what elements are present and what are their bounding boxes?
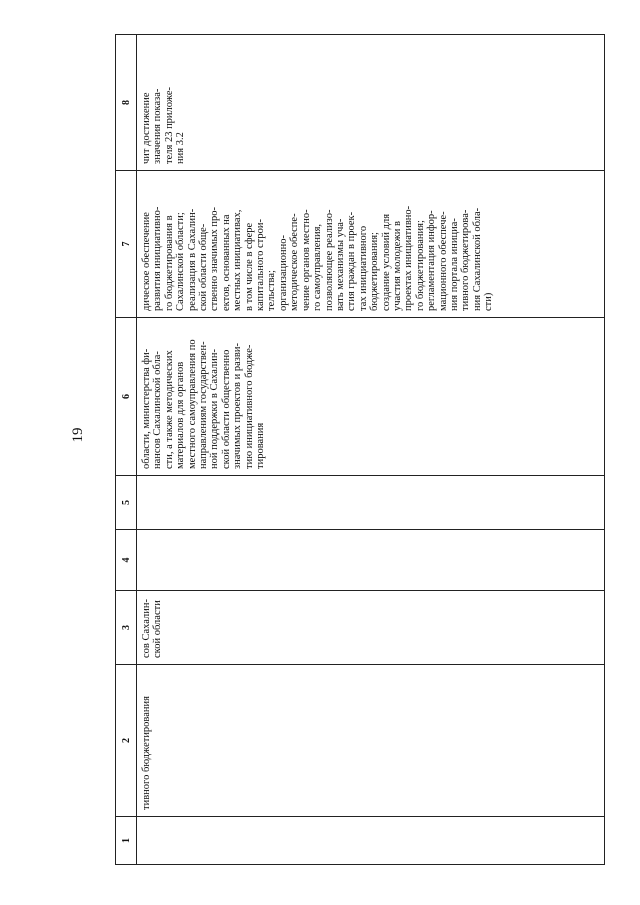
cell-line: ственно значимых про- xyxy=(209,206,221,311)
cell-line: го бюджетирования в xyxy=(163,215,175,311)
cell-line: в том числе в сфере xyxy=(243,222,255,311)
cell-line: сти) xyxy=(483,292,495,311)
header-col-1: 1 xyxy=(116,817,137,865)
cell-col-6 xyxy=(137,318,605,476)
cell-line: реализация в Сахалин- xyxy=(186,208,198,311)
cell-line: тирования xyxy=(255,422,267,469)
cell-line: чение органов местно- xyxy=(300,209,312,311)
header-col-8: 8 xyxy=(116,35,137,171)
cell-line: области, министерства фи- xyxy=(141,348,152,469)
cell-line: тивного бюджетирования xyxy=(141,696,152,810)
cell-line: участия молодежи в xyxy=(391,221,403,311)
cell-line: позволяющее реализо- xyxy=(323,209,335,311)
cell-line: дическое обеспечение xyxy=(141,212,152,311)
cell-line: ния 3.2 xyxy=(175,132,187,164)
cell-line: ской области обще- xyxy=(198,223,210,311)
cell-line: ской области общественно xyxy=(220,349,232,469)
cell-col-3 xyxy=(137,591,605,665)
cell-line: тивного бюджетирова- xyxy=(460,209,472,311)
cell-col-7 xyxy=(137,171,605,318)
header-col-6: 6 xyxy=(116,318,137,476)
cell-col-5 xyxy=(137,476,605,530)
cell-line: тию инициативного бюдже- xyxy=(243,344,255,469)
cell-line: ектов, основанных на xyxy=(220,214,232,311)
header-col-7: 7 xyxy=(116,171,137,318)
cell-line: тах инициативного xyxy=(357,225,369,311)
cell-line: чит достижение xyxy=(141,92,152,164)
header-col-3: 3 xyxy=(116,591,137,665)
cell-line: сти, а также методических xyxy=(163,350,175,469)
cell-line: тельства; xyxy=(266,270,278,311)
cell-line: материалов для органов xyxy=(175,361,187,469)
cell-line: ния портала инициа- xyxy=(448,218,460,311)
cell-line: местного самоуправления по xyxy=(186,339,198,469)
cell-line: регламентация инфор- xyxy=(426,210,438,311)
header-row xyxy=(116,35,137,865)
cell-line: значимых проектов и разви- xyxy=(232,342,244,469)
cell-line: организационно- xyxy=(277,235,289,311)
data-table xyxy=(115,34,605,865)
cell-line: бюджетирования; xyxy=(369,232,381,311)
header-col-5: 5 xyxy=(116,476,137,530)
cell-line: Сахалинской области; xyxy=(175,212,187,311)
cell-line: создание условий для xyxy=(380,213,392,311)
cell-col-8 xyxy=(137,35,605,171)
cell-line: значения показа- xyxy=(152,88,164,164)
cell-line: капитального строи- xyxy=(255,219,267,311)
cell-line: направлениям государствен- xyxy=(198,341,210,469)
table-row xyxy=(137,35,605,865)
cell-line: ской области xyxy=(152,600,164,658)
cell-line: развития инициативно- xyxy=(152,206,164,311)
cell-line: сов Сахалин- xyxy=(141,599,152,658)
cell-line: нансов Сахалинской обла- xyxy=(152,351,164,469)
header-col-4: 4 xyxy=(116,530,137,591)
cell-line: местных инициативах, xyxy=(232,209,244,311)
cell-line: ной поддержки в Сахалин- xyxy=(209,349,221,469)
cell-line: ния Сахалинской обла- xyxy=(471,207,483,311)
cell-line: проектах инициативно- xyxy=(403,205,415,311)
cell-line: го бюджетирования; xyxy=(414,220,426,311)
cell-col-4 xyxy=(137,530,605,591)
cell-line: методическое обеспе- xyxy=(289,213,301,311)
cell-col-1 xyxy=(137,817,605,865)
cell-line: вать механизмы уча- xyxy=(334,218,346,311)
rotated-table-wrapper xyxy=(115,35,605,865)
cell-line: го самоуправления, xyxy=(312,223,324,311)
page-number: 19 xyxy=(70,427,86,443)
cell-col-2 xyxy=(137,665,605,817)
header-col-2: 2 xyxy=(116,665,137,817)
cell-line: мационного обеспече- xyxy=(437,211,449,311)
cell-line: стия граждан в проек- xyxy=(346,211,358,311)
cell-line: теля 23 приложе- xyxy=(163,86,175,164)
